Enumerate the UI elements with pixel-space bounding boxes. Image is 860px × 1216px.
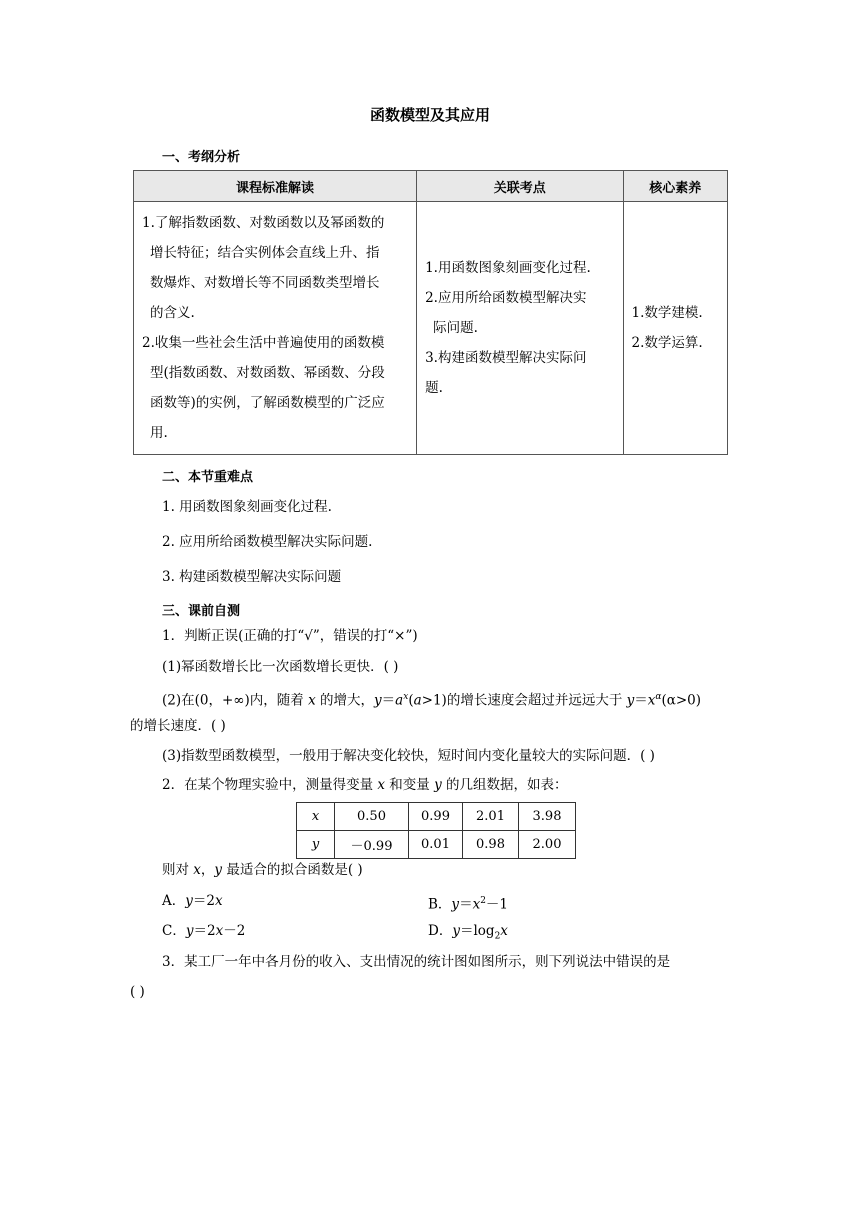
standard-line: 1.了解指数函数、对数函数以及幂函数的 (142, 215, 385, 231)
related-point-line: 题. (425, 380, 443, 396)
outline-table-header-row (134, 171, 728, 202)
x-value: 2.01 (463, 803, 519, 831)
option-c: C．y＝2x－2 (162, 923, 246, 939)
measurement-row-y (297, 831, 576, 859)
header-standard: 课程标准解读 (134, 171, 417, 202)
section-heading-outline: 一、考纲分析 (162, 150, 241, 165)
outline-table (133, 170, 728, 455)
y-value: 2.00 (519, 831, 576, 859)
x-label: x (297, 803, 335, 831)
related-points-cell (417, 202, 623, 455)
measurement-table (296, 802, 576, 859)
question-1-statement-2: (2)在(0，+∞)内，随着 x 的增大，$y=a^x(a>1)$的增长速度会超过并远远大于 $y=x^\alpha(\alpha>0)$ (162, 692, 702, 709)
standard-line: 的含义. (150, 305, 195, 321)
related-point-line: 2.应用所给函数模型解决实 (425, 290, 587, 306)
standard-line: 函数等)的实例，了解函数模型的广泛应 (150, 395, 385, 411)
header-core-literacy: 核心素养 (623, 171, 727, 202)
standard-line: 数爆炸、对数增长等不同函数类型增长 (150, 275, 380, 291)
standard-line: 型(指数函数、对数函数、幂函数、分段 (150, 365, 385, 381)
core-literacy-line: 2.数学运算. (631, 335, 703, 351)
standard-cell (134, 202, 417, 455)
header-related-points: 关联考点 (417, 171, 623, 202)
question-2-ask: 则对 x，y 最适合的拟合函数是( ) (162, 862, 363, 878)
standard-line: 用. (150, 425, 168, 441)
related-point-line: 3.构建函数模型解决实际问 (425, 350, 587, 366)
option-a: A．y＝2x (162, 893, 223, 909)
question-3-stem-cont: ( ) (130, 984, 145, 1000)
y-value: －0.99 (335, 831, 409, 859)
question-1-stem: 1．判断正误(正确的打“√”，错误的打“×”) (162, 628, 418, 644)
option-b: B．$y=x^2-1$ (428, 896, 509, 913)
section-heading-key-points: 二、本节重难点 (162, 470, 254, 485)
x-value: 0.50 (335, 803, 409, 831)
outline-table-body-row (134, 202, 728, 455)
measurement-row-x (297, 803, 576, 831)
y-label: y (297, 831, 335, 859)
key-point-item: 1. 用函数图象刻画变化过程. (162, 499, 332, 515)
question-3-stem: 3．某工厂一年中各月份的收入、支出情况的统计图如图所示，则下列说法中错误的是 (162, 954, 671, 970)
option-d: D．$y=\log_2x$ (428, 923, 508, 942)
question-2-stem: 2．在某个物理实验中，测量得变量 x 和变量 y 的几组数据，如表： (162, 777, 568, 793)
y-value: 0.01 (409, 831, 463, 859)
section-heading-self-test: 三、课前自测 (162, 604, 241, 619)
key-point-item: 2. 应用所给函数模型解决实际问题. (162, 534, 373, 550)
x-value: 0.99 (409, 803, 463, 831)
question-1-statement-3: (3)指数型函数模型，一般用于解决变化较快，短时间内变化量较大的实际问题．( ) (162, 748, 655, 764)
related-point-line: 1.用函数图象刻画变化过程. (425, 260, 591, 276)
key-point-item: 3. 构建函数模型解决实际问题 (162, 569, 342, 585)
related-point-line: 际问题. (433, 320, 478, 336)
x-value: 3.98 (519, 803, 576, 831)
question-1-statement-2-cont: 的增长速度．( ) (130, 718, 226, 734)
question-1-statement-1: (1)幂函数增长比一次函数增长更快．( ) (162, 659, 399, 675)
core-literacy-cell (623, 202, 727, 455)
y-value: 0.98 (463, 831, 519, 859)
standard-line: 增长特征；结合实例体会直线上升、指 (150, 245, 380, 261)
page-title: 函数模型及其应用 (369, 106, 490, 124)
standard-line: 2.收集一些社会生活中普遍使用的函数模 (142, 335, 385, 351)
core-literacy-line: 1.数学建模. (631, 305, 703, 321)
